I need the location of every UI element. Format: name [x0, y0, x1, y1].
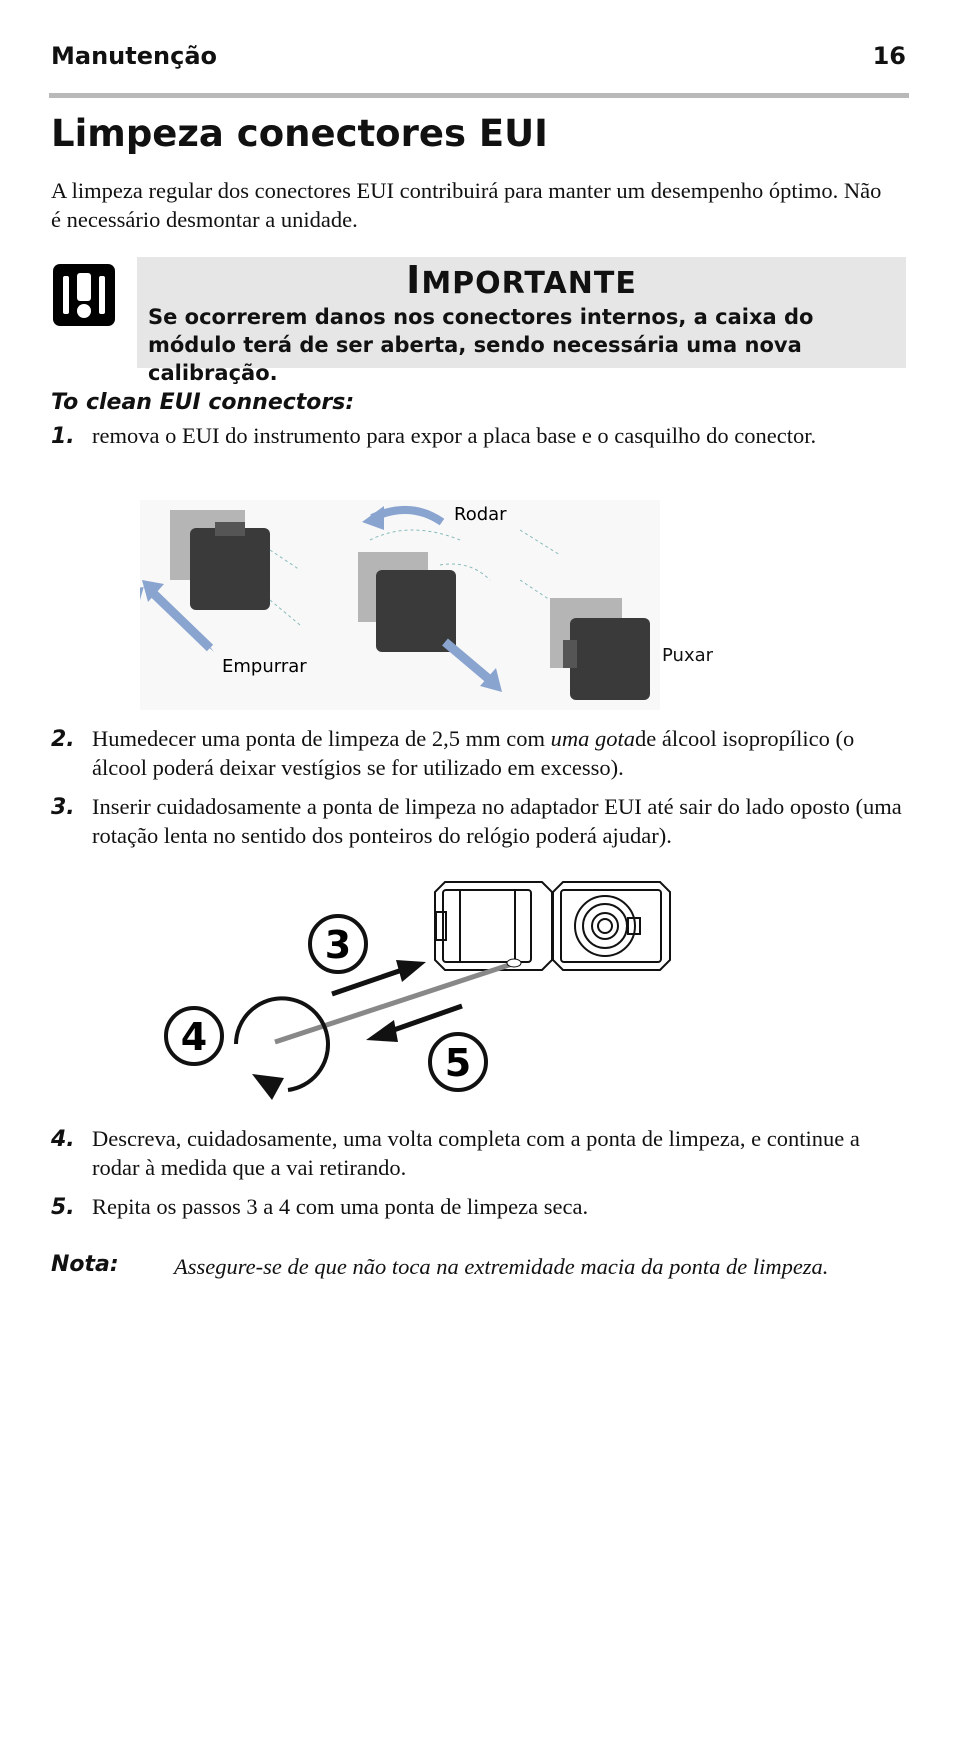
- step-text-part: de álcool isopropílico (o álcool poderá deixar vestígios se for utilizado em excesso).: [92, 726, 855, 780]
- step-number: 3.: [51, 795, 75, 820]
- important-title-rest: MPORTANTE: [421, 266, 637, 301]
- rotation-arrow: [236, 998, 328, 1090]
- step-text: Inserir cuidadosamente a ponta de limpeza no adaptador EUI até sair do lado oposto (uma rotação lenta no sentido dos ponteiros do relógio poderá ajudar).: [92, 794, 902, 848]
- header-divider: [49, 93, 909, 98]
- connector-removal-figure: [140, 500, 714, 715]
- marker-3-label: 3: [324, 923, 352, 967]
- important-title: [137, 257, 906, 307]
- withdraw-arrow: [388, 1006, 462, 1032]
- step-number: 1.: [51, 424, 75, 449]
- page-number: 16: [872, 42, 906, 70]
- important-icon: [53, 264, 115, 326]
- section-header: Manutenção: [51, 42, 217, 70]
- step-text: [92, 724, 902, 782]
- marker-5-label: 5: [444, 1041, 472, 1085]
- step-number: 2.: [51, 727, 75, 752]
- step-text: Descreva, cuidadosamente, uma volta completa com a ponta de limpeza, e continue a rodar à medida que a vai retirando.: [92, 1126, 860, 1180]
- marker-4-label: 4: [180, 1015, 208, 1059]
- note-label: Nota:: [51, 1252, 119, 1277]
- note-text: Assegure-se de que não toca na extremidade macia da ponta de limpeza.: [174, 1254, 829, 1279]
- page-title: Limpeza conectores EUI: [51, 112, 548, 155]
- label-push: Empurrar: [222, 656, 307, 677]
- step-number: 5.: [51, 1195, 75, 1220]
- important-title-initial: I: [406, 258, 422, 302]
- step-text-emphasis: uma gota: [550, 726, 635, 751]
- step-text-part: Humedecer uma ponta de limpeza de 2,5 mm com: [92, 726, 551, 751]
- eui-adapter: [435, 882, 670, 970]
- important-text: Se ocorrerem danos nos conectores internos, a caixa do módulo terá de ser aberta, sendo necessária uma nova calibração.: [148, 305, 814, 385]
- label-pull-text: Puxar: [662, 645, 714, 666]
- intro-paragraph: A limpeza regular dos conectores EUI contribuirá para manter um desempenho óptimo. Não é necessário desmontar a unidade.: [51, 178, 882, 232]
- step-text: Repita os passos 3 a 4 com uma ponta de limpeza seca.: [92, 1194, 589, 1219]
- procedure-heading: To clean EUI connectors:: [51, 390, 355, 415]
- important-callout: [137, 257, 906, 385]
- cleaning-sequence-figure: [140, 872, 680, 1117]
- step-text: remova o EUI do instrumento para expor a placa base e o casquilho do conector.: [92, 423, 817, 448]
- label-rotate: Rodar: [454, 504, 507, 525]
- step-number: 4.: [51, 1127, 75, 1152]
